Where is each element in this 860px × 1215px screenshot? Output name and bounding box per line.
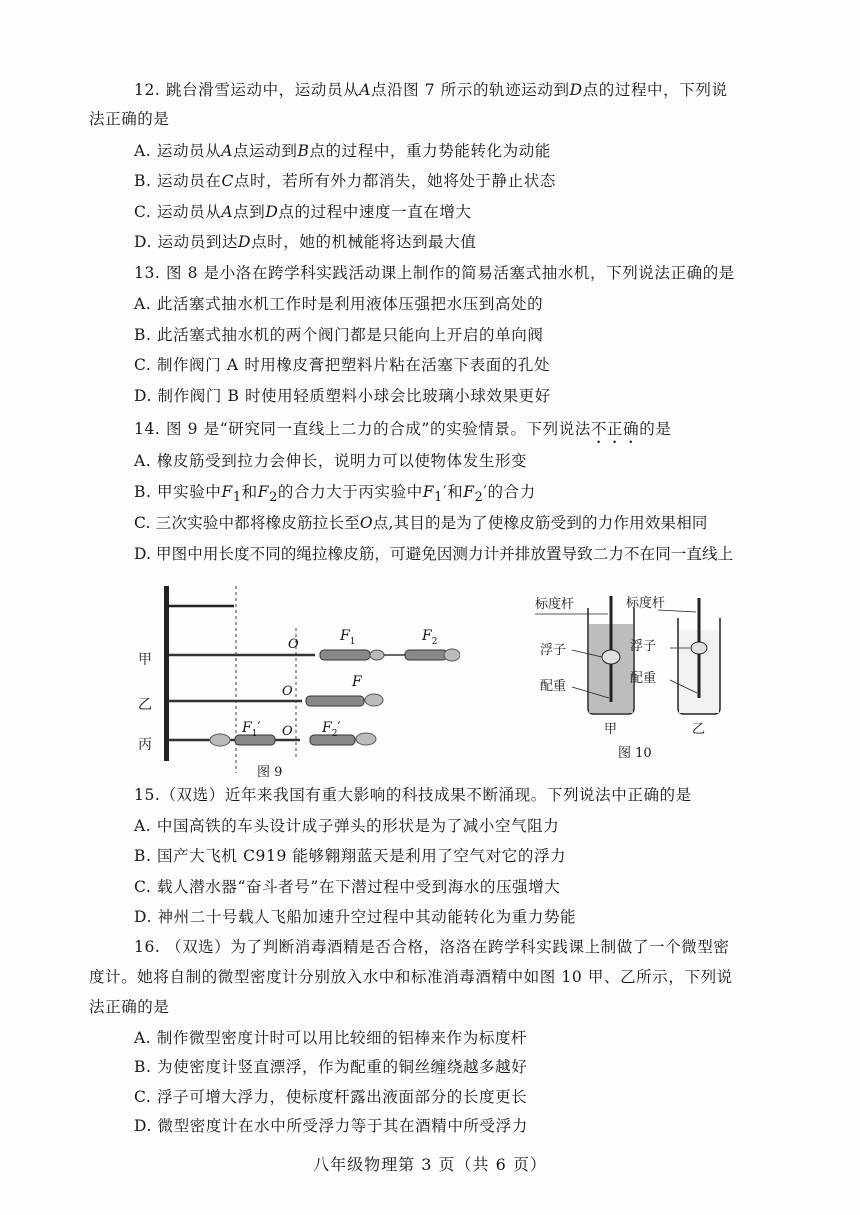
- q13-option-d: D. 制作阀门 B 时使用轻质塑料小球会比玻璃小球效果更好: [134, 387, 551, 405]
- point-label: A: [221, 203, 234, 221]
- fig9-hand-icon: [444, 649, 460, 661]
- force-subscript: 1: [251, 729, 258, 739]
- figure-10: [530, 590, 735, 765]
- q12-stem-text: 12. 跳台滑雪运动中，运动员从: [134, 81, 360, 99]
- force-symbol: F: [463, 483, 475, 501]
- fig10-float-label-right: 浮子: [630, 639, 657, 654]
- q14-stem-text: 的是: [639, 420, 672, 438]
- force-symbol: F: [257, 483, 270, 501]
- point-label: C: [221, 172, 234, 190]
- fig9-hand-icon: [356, 733, 376, 745]
- q14-emphasis-text: 不正确: [590, 420, 640, 438]
- fig9-caption: 图 9: [257, 765, 283, 780]
- q12-stem-text: 点的过程中，下列说: [582, 81, 728, 99]
- point-label: B: [297, 142, 310, 160]
- force-subscript: 2: [431, 637, 438, 647]
- q16-option-b: B. 为使密度计竖直漂浮，作为配重的铜丝缠绕越多越好: [134, 1058, 528, 1076]
- option-text: D. 运动员到达: [134, 233, 239, 251]
- option-text: C. 三次实验中都将橡皮筋拉长至: [134, 514, 360, 532]
- q12-option-d: [134, 231, 476, 253]
- q16-option-c: C. 浮子可增大浮力，使标度杆露出液面部分的长度更长: [134, 1088, 528, 1106]
- fig9-label-o: O: [288, 637, 299, 652]
- option-text: 点到: [233, 203, 266, 221]
- fig10-caption: 图 10: [618, 746, 652, 761]
- fig10-weight-label-right: 配重: [630, 671, 657, 686]
- q14-option-b: [134, 481, 536, 509]
- fig9-scale-f1: [320, 650, 370, 660]
- fig10-sub-yi: 乙: [692, 722, 706, 737]
- fig9-hand-icon: [365, 694, 383, 706]
- q15-stem: 15.（双选）近年来我国有重大影响的科技成果不断涌现。下列说法中正确的是: [134, 786, 692, 804]
- fig9-scale-f: [306, 696, 364, 706]
- option-text: 点时，她的机械能将达到最大值: [251, 233, 477, 251]
- q16-stem-line3: 法正确的是: [89, 998, 170, 1016]
- fig9-row-yi-label: 乙: [138, 697, 152, 713]
- option-text: ′的合力: [483, 483, 536, 501]
- q12-point-d: D: [569, 81, 583, 99]
- option-text: C. 运动员从: [134, 203, 222, 221]
- q14-stem-text: 14. 图 9 是“研究同一直线上二力的合成”的实验情景。下列说法: [134, 420, 591, 438]
- q15-option-b: B. 国产大飞机 C919 能够翱翔蓝天是利用了空气对它的浮力: [134, 847, 567, 865]
- point-label: O: [359, 514, 373, 532]
- q15-option-a: A. 中国高铁的车头设计成子弹头的形状是为了减小空气阻力: [134, 817, 560, 835]
- fig9-label-f: F: [352, 674, 362, 690]
- fig10-rod-label-right: 标度杆: [626, 596, 666, 611]
- option-text: 点运动到: [233, 142, 298, 160]
- fig9-label-f1: [339, 628, 355, 647]
- fig9-label-o: O: [282, 724, 293, 739]
- force-symbol: F: [422, 628, 432, 644]
- q12-point-a: A: [359, 81, 371, 99]
- force-symbol: F: [242, 720, 252, 736]
- force-subscript: 1: [232, 490, 242, 506]
- fig9-row-jia-label: 甲: [138, 652, 152, 668]
- fig9-scale-f2: [405, 650, 447, 660]
- point-label: D: [238, 233, 252, 251]
- q12-option-b: [134, 170, 556, 192]
- force-subscript: 1: [434, 490, 443, 506]
- force-subscript: 2: [474, 490, 484, 506]
- q13-option-c: C. 制作阀门 A 时用橡皮膏把塑料片粘在活塞下表面的孔处: [134, 356, 551, 374]
- fig9-hand-icon: [370, 650, 384, 660]
- q12-option-c: [134, 201, 472, 223]
- q12-stem-line2: 法正确的是: [89, 110, 170, 128]
- fig10-float-label-left: 浮子: [540, 643, 567, 658]
- q16-option-d: D. 微型密度计在水中所受浮力等于其在酒精中所受浮力: [134, 1117, 528, 1135]
- q13-option-a: A. 此活塞式抽水机工作时是利用液体压强把水压到高处的: [134, 295, 544, 313]
- force-symbol: F: [221, 483, 233, 501]
- q15-option-c: C. 载人潜水器“奋斗者号”在下潜过程中受到海水的压强增大: [134, 878, 561, 896]
- q16-option-a: A. 制作微型密度计时可以用比较细的铝棒来作为标度杆: [134, 1029, 528, 1047]
- point-label: A: [221, 142, 234, 160]
- option-text: B. 甲实验中: [134, 483, 222, 501]
- prime-mark: ′: [257, 720, 261, 736]
- figure-9: [130, 578, 460, 783]
- option-text: 点的过程中速度一直在增大: [278, 203, 472, 221]
- force-symbol: F: [322, 720, 332, 736]
- force-symbol: F: [340, 628, 350, 644]
- fig10-rod-label-left: 标度杆: [535, 597, 575, 612]
- fig10-right-float: [691, 642, 707, 654]
- q12-stem-line1: [134, 79, 728, 101]
- fig10-left-float: [602, 650, 620, 664]
- option-text: 点,其目的是为了使橡皮筋受到的力作用效果相同: [372, 514, 708, 532]
- option-text: A. 运动员从: [134, 142, 222, 160]
- point-label: D: [265, 203, 279, 221]
- option-text: ′和: [442, 483, 464, 501]
- q12-stem-text: 点沿图 7 所示的轨迹运动到: [370, 81, 570, 99]
- q12-option-a: [134, 140, 551, 162]
- fig9-row-bing-label: 丙: [138, 737, 152, 753]
- fig10-sub-jia: 甲: [604, 722, 618, 737]
- fig9-label-f2: [421, 628, 437, 647]
- q16-stem-line1: 16. （双选）为了判断消毒酒精是否合格，洛洛在跨学科实践课上制做了一个微型密: [134, 938, 730, 956]
- q14-option-c: [134, 512, 708, 534]
- q14-option-d: D. 甲图中用长度不同的绳拉橡皮筋，可避免因测力计并排放置导致二力不在同一直线上: [134, 545, 734, 563]
- option-text: 和: [241, 483, 258, 501]
- fig10-weight-label-left: 配重: [540, 679, 567, 694]
- force-subscript: 2: [269, 490, 278, 506]
- fig9-hand-icon: [210, 734, 230, 746]
- force-subscript: 1: [349, 637, 356, 647]
- fig9-label-o: O: [282, 684, 293, 699]
- fig9-wall: [164, 586, 169, 761]
- q14-option-a: A. 橡皮筋受到拉力会伸长，说明力可以使物体发生形变: [134, 452, 528, 470]
- q14-stem: [134, 418, 671, 447]
- q15-option-d: D. 神州二十号载人飞船加速升空过程中其动能转化为重力势能: [134, 908, 577, 926]
- q13-stem: 13. 图 8 是小洛在跨学科实践活动课上制作的简易活塞式抽水机，下列说法正确的是: [134, 264, 735, 282]
- q13-option-b: B. 此活塞式抽水机的两个阀门都是只能向上开启的单向阀: [134, 326, 544, 344]
- option-text: 点时，若所有外力都消失，她将处于静止状态: [233, 172, 556, 190]
- prime-mark: ′: [337, 720, 341, 736]
- option-text: B. 运动员在: [134, 172, 222, 190]
- option-text: 点的过程中，重力势能转化为动能: [309, 142, 551, 160]
- force-subscript: 2: [331, 729, 338, 739]
- option-text: 的合力大于丙实验中: [277, 483, 423, 501]
- page-footer: 八年级物理第 3 页（共 6 页）: [313, 1155, 547, 1174]
- force-symbol: F: [422, 483, 435, 501]
- q16-stem-line2: 度计。她将自制的微型密度计分别放入水中和标准消毒酒精中如图 10 甲、乙所示，下列说: [89, 968, 733, 986]
